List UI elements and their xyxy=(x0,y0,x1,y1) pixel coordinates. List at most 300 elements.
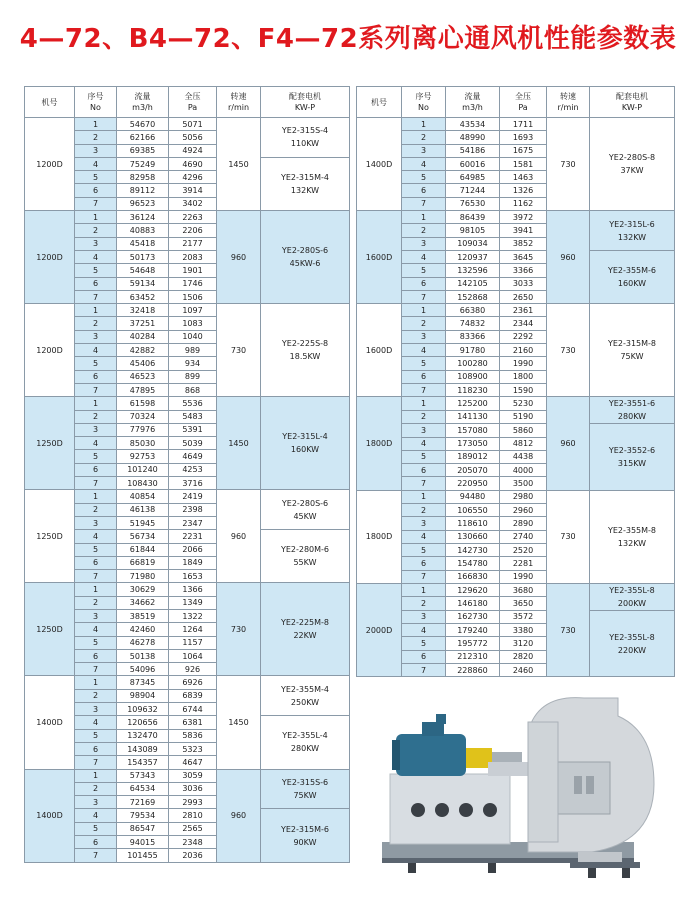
seq-cell: 7 xyxy=(402,663,446,676)
seq-cell: 6 xyxy=(402,370,446,383)
flow-cell: 87345 xyxy=(117,676,169,689)
pressure-cell: 899 xyxy=(169,370,217,383)
flow-cell: 56734 xyxy=(117,530,169,543)
flow-cell: 166830 xyxy=(446,570,500,583)
seq-cell: 6 xyxy=(75,370,117,383)
header-model: 机号 xyxy=(25,87,75,118)
flow-cell: 61598 xyxy=(117,397,169,410)
seq-cell: 4 xyxy=(75,530,117,543)
flow-cell: 91780 xyxy=(446,344,500,357)
flow-cell: 64985 xyxy=(446,171,500,184)
flow-cell: 50138 xyxy=(117,649,169,662)
seq-cell: 6 xyxy=(75,277,117,290)
pressure-cell: 2565 xyxy=(169,822,217,835)
flow-cell: 48990 xyxy=(446,131,500,144)
pressure-cell: 926 xyxy=(169,663,217,676)
pressure-cell: 934 xyxy=(169,357,217,370)
seq-cell: 4 xyxy=(402,344,446,357)
flow-cell: 62166 xyxy=(117,131,169,144)
flow-cell: 75249 xyxy=(117,157,169,170)
seq-cell: 5 xyxy=(75,450,117,463)
pressure-cell: 1463 xyxy=(500,171,547,184)
table-header-row xyxy=(25,87,350,118)
flow-cell: 106550 xyxy=(446,504,500,517)
pressure-cell: 1590 xyxy=(500,383,547,396)
flow-cell: 71244 xyxy=(446,184,500,197)
motor-power: 75KW xyxy=(293,790,317,800)
header-motor: 配套电机 KW-P xyxy=(590,87,675,118)
seq-cell: 6 xyxy=(75,836,117,849)
seq-cell: 5 xyxy=(75,264,117,277)
motor-model: YE2-225S-8 xyxy=(281,339,329,349)
speed-cell: 730 xyxy=(547,304,590,397)
pressure-cell: 1675 xyxy=(500,144,547,157)
speed-cell: 730 xyxy=(547,583,590,676)
pressure-cell: 6381 xyxy=(169,716,217,729)
flow-cell: 72169 xyxy=(117,796,169,809)
motor-power: 315KW xyxy=(617,458,647,468)
pressure-cell: 2281 xyxy=(500,557,547,570)
flow-cell: 60016 xyxy=(446,157,500,170)
pressure-cell: 2820 xyxy=(500,650,547,663)
pressure-cell: 4000 xyxy=(500,464,547,477)
seq-cell: 5 xyxy=(402,264,446,277)
flow-cell: 94015 xyxy=(117,836,169,849)
speed-cell: 1450 xyxy=(217,676,261,769)
motor-power: 55KW xyxy=(293,558,317,568)
seq-cell: 1 xyxy=(75,769,117,782)
model-cell: 1250D xyxy=(25,490,75,583)
model-cell: 1400D xyxy=(25,769,75,862)
pressure-cell: 4924 xyxy=(169,144,217,157)
speed-cell: 960 xyxy=(217,769,261,862)
seq-cell: 5 xyxy=(402,357,446,370)
table-row xyxy=(25,397,350,410)
pressure-cell: 4438 xyxy=(500,450,547,463)
flow-cell: 94480 xyxy=(446,490,500,503)
flow-cell: 57343 xyxy=(117,769,169,782)
table-row xyxy=(357,583,675,597)
motor-power: 250KW xyxy=(290,697,320,707)
motor-cell xyxy=(261,809,350,862)
motor-cell xyxy=(590,397,675,424)
flow-cell: 45418 xyxy=(117,237,169,250)
seq-cell: 1 xyxy=(402,397,446,411)
motor-power: 220KW xyxy=(617,645,647,655)
seq-cell: 5 xyxy=(402,450,446,463)
flow-cell: 130660 xyxy=(446,530,500,543)
pressure-cell: 2263 xyxy=(169,211,217,224)
motor-cell xyxy=(261,716,350,769)
flow-cell: 141130 xyxy=(446,410,500,424)
motor-model: YE2-3551-6 xyxy=(608,399,656,409)
motor-cell xyxy=(590,211,675,251)
flow-cell: 205070 xyxy=(446,464,500,477)
pressure-cell: 1322 xyxy=(169,609,217,622)
speed-cell: 730 xyxy=(217,583,261,676)
motor-model: YE2-3552-6 xyxy=(608,445,656,455)
pressure-cell: 2083 xyxy=(169,250,217,263)
motor-power: 132KW xyxy=(617,538,647,548)
motor-cell xyxy=(261,676,350,716)
flow-cell: 89112 xyxy=(117,184,169,197)
pressure-cell: 1746 xyxy=(169,277,217,290)
centrifugal-fan-photo xyxy=(378,692,674,890)
seq-cell: 4 xyxy=(402,530,446,543)
flow-cell: 59134 xyxy=(117,277,169,290)
pressure-cell: 1366 xyxy=(169,583,217,596)
flow-cell: 63452 xyxy=(117,290,169,303)
pressure-cell: 1800 xyxy=(500,370,547,383)
seq-cell: 6 xyxy=(75,463,117,476)
flow-cell: 142730 xyxy=(446,543,500,556)
model-cell: 2000D xyxy=(357,583,402,676)
table-row xyxy=(357,610,675,623)
pressure-cell: 2960 xyxy=(500,504,547,517)
flow-cell: 120656 xyxy=(117,716,169,729)
pressure-cell: 1653 xyxy=(169,570,217,583)
pressure-cell: 5190 xyxy=(500,410,547,424)
seq-cell: 3 xyxy=(402,517,446,530)
model-cell: 1600D xyxy=(357,211,402,304)
seq-cell: 2 xyxy=(75,410,117,423)
model-cell: 1600D xyxy=(357,304,402,397)
table-row xyxy=(25,583,350,596)
seq-cell: 1 xyxy=(75,583,117,596)
flow-cell: 118230 xyxy=(446,383,500,396)
flow-cell: 79534 xyxy=(117,809,169,822)
motor-cell xyxy=(261,211,350,304)
pressure-cell: 3972 xyxy=(500,211,547,224)
pressure-cell: 5836 xyxy=(169,729,217,742)
motor-model: YE2-315L-6 xyxy=(609,219,655,229)
seq-cell: 7 xyxy=(75,756,117,769)
pressure-cell: 5483 xyxy=(169,410,217,423)
seq-cell: 6 xyxy=(75,649,117,662)
pressure-cell: 5860 xyxy=(500,424,547,437)
model-cell: 1250D xyxy=(25,583,75,676)
motor-cell xyxy=(261,583,350,676)
model-cell: 1200D xyxy=(25,118,75,211)
pressure-cell: 2036 xyxy=(169,849,217,862)
seq-cell: 7 xyxy=(75,383,117,396)
motor-model: YE2-355M-6 xyxy=(607,266,657,276)
seq-cell: 1 xyxy=(75,211,117,224)
pressure-cell: 1506 xyxy=(169,290,217,303)
seq-cell: 7 xyxy=(75,663,117,676)
model-cell: 1800D xyxy=(357,397,402,490)
flow-cell: 54670 xyxy=(117,118,169,131)
seq-cell: 1 xyxy=(75,490,117,503)
flow-cell: 154357 xyxy=(117,756,169,769)
seq-cell: 4 xyxy=(75,623,117,636)
speed-cell: 1450 xyxy=(217,118,261,211)
motor-model: YE2-315M-8 xyxy=(607,339,657,349)
flow-cell: 98904 xyxy=(117,689,169,702)
flow-cell: 109034 xyxy=(446,237,500,250)
motor-cell xyxy=(590,304,675,397)
speed-cell: 960 xyxy=(547,211,590,304)
flow-cell: 50173 xyxy=(117,250,169,263)
model-cell: 1200D xyxy=(25,211,75,304)
pressure-cell: 3402 xyxy=(169,197,217,210)
pressure-cell: 3852 xyxy=(500,237,547,250)
pressure-cell: 6839 xyxy=(169,689,217,702)
motor-model: YE2-315L-4 xyxy=(282,432,328,442)
speed-cell: 730 xyxy=(547,118,590,211)
motor-model: YE2-280M-6 xyxy=(280,545,330,555)
flow-cell: 83366 xyxy=(446,330,500,343)
seq-cell: 7 xyxy=(75,849,117,862)
seq-cell: 1 xyxy=(402,583,446,597)
seq-cell: 3 xyxy=(402,237,446,250)
motor-power: 200KW xyxy=(617,598,647,608)
header-pressure: 全压 Pa xyxy=(500,87,547,118)
table-row xyxy=(357,211,675,224)
flow-cell: 162730 xyxy=(446,610,500,623)
seq-cell: 1 xyxy=(75,676,117,689)
flow-cell: 154780 xyxy=(446,557,500,570)
seq-cell: 7 xyxy=(75,477,117,490)
pressure-cell: 3645 xyxy=(500,250,547,263)
seq-cell: 6 xyxy=(75,184,117,197)
seq-cell: 3 xyxy=(75,516,117,529)
pressure-cell: 2740 xyxy=(500,530,547,543)
flow-cell: 30629 xyxy=(117,583,169,596)
flow-cell: 98105 xyxy=(446,224,500,237)
pressure-cell: 3059 xyxy=(169,769,217,782)
motor-model: YE2-355M-4 xyxy=(280,684,330,694)
seq-cell: 5 xyxy=(75,171,117,184)
header-motor: 配套电机 KW-P xyxy=(261,87,350,118)
pressure-cell: 1097 xyxy=(169,304,217,317)
flow-cell: 42460 xyxy=(117,623,169,636)
motor-cell xyxy=(261,118,350,158)
model-cell: 1800D xyxy=(357,490,402,583)
speed-cell: 1450 xyxy=(217,397,261,490)
seq-cell: 4 xyxy=(402,250,446,263)
pressure-cell: 4253 xyxy=(169,463,217,476)
flow-cell: 34662 xyxy=(117,596,169,609)
pressure-cell: 1162 xyxy=(500,197,547,210)
page-title: 4—72、B4—72、F4—72系列离心通风机性能参数表 xyxy=(19,24,677,54)
seq-cell: 5 xyxy=(402,637,446,650)
pressure-cell: 5536 xyxy=(169,397,217,410)
pressure-cell: 2810 xyxy=(169,809,217,822)
pressure-cell: 4690 xyxy=(169,157,217,170)
pressure-cell: 1349 xyxy=(169,596,217,609)
pressure-cell: 1064 xyxy=(169,649,217,662)
flow-cell: 51945 xyxy=(117,516,169,529)
seq-cell: 2 xyxy=(75,317,117,330)
flow-cell: 228860 xyxy=(446,663,500,676)
seq-cell: 3 xyxy=(75,703,117,716)
seq-cell: 7 xyxy=(75,197,117,210)
motor-power: 280KW xyxy=(290,744,320,754)
seq-cell: 2 xyxy=(75,131,117,144)
flow-cell: 108430 xyxy=(117,477,169,490)
pressure-cell: 2520 xyxy=(500,543,547,556)
seq-cell: 2 xyxy=(402,224,446,237)
flow-cell: 47895 xyxy=(117,383,169,396)
seq-cell: 4 xyxy=(75,344,117,357)
speed-cell: 960 xyxy=(547,397,590,490)
table-row xyxy=(357,304,675,317)
seq-cell: 6 xyxy=(402,464,446,477)
table-row xyxy=(25,676,350,689)
seq-cell: 2 xyxy=(75,782,117,795)
motor-cell xyxy=(261,397,350,490)
flow-cell: 54096 xyxy=(117,663,169,676)
table-header-row xyxy=(357,87,675,118)
pressure-cell: 3914 xyxy=(169,184,217,197)
pressure-cell: 1264 xyxy=(169,623,217,636)
header-flow: 流量 m3/h xyxy=(117,87,169,118)
seq-cell: 3 xyxy=(75,237,117,250)
seq-cell: 3 xyxy=(402,610,446,623)
flow-cell: 61844 xyxy=(117,543,169,556)
performance-table-left xyxy=(24,86,350,863)
speed-cell: 960 xyxy=(217,490,261,583)
seq-cell: 7 xyxy=(402,570,446,583)
seq-cell: 5 xyxy=(402,171,446,184)
pressure-cell: 989 xyxy=(169,344,217,357)
seq-cell: 2 xyxy=(75,689,117,702)
motor-cell xyxy=(590,610,675,676)
flow-cell: 54648 xyxy=(117,264,169,277)
motor-cell xyxy=(590,250,675,303)
flow-cell: 46523 xyxy=(117,370,169,383)
motor-power: 22KW xyxy=(293,631,317,641)
seq-cell: 2 xyxy=(75,503,117,516)
flow-cell: 70324 xyxy=(117,410,169,423)
seq-cell: 5 xyxy=(75,822,117,835)
pressure-cell: 2344 xyxy=(500,317,547,330)
pressure-cell: 4812 xyxy=(500,437,547,450)
speed-cell: 960 xyxy=(217,211,261,304)
flow-cell: 77976 xyxy=(117,423,169,436)
flow-cell: 220950 xyxy=(446,477,500,490)
seq-cell: 6 xyxy=(75,556,117,569)
pressure-cell: 3716 xyxy=(169,477,217,490)
pressure-cell: 5391 xyxy=(169,423,217,436)
pressure-cell: 2177 xyxy=(169,237,217,250)
flow-cell: 74832 xyxy=(446,317,500,330)
seq-cell: 4 xyxy=(75,157,117,170)
flow-cell: 152868 xyxy=(446,290,500,303)
seq-cell: 1 xyxy=(402,304,446,317)
flow-cell: 64534 xyxy=(117,782,169,795)
pressure-cell: 5056 xyxy=(169,131,217,144)
motor-model: YE2-315M-4 xyxy=(280,172,330,182)
seq-cell: 6 xyxy=(402,650,446,663)
flow-cell: 100280 xyxy=(446,357,500,370)
seq-cell: 1 xyxy=(75,118,117,131)
pressure-cell: 1326 xyxy=(500,184,547,197)
pressure-cell: 4649 xyxy=(169,450,217,463)
motor-power: 110KW xyxy=(290,139,320,149)
flow-cell: 125200 xyxy=(446,397,500,411)
motor-power: 160KW xyxy=(290,445,320,455)
table-row xyxy=(357,490,675,503)
seq-cell: 1 xyxy=(75,304,117,317)
flow-cell: 36124 xyxy=(117,211,169,224)
motor-power: 45KW xyxy=(293,511,317,521)
seq-cell: 3 xyxy=(75,796,117,809)
flow-cell: 42882 xyxy=(117,344,169,357)
flow-cell: 173050 xyxy=(446,437,500,450)
model-cell: 1400D xyxy=(357,118,402,211)
flow-cell: 69385 xyxy=(117,144,169,157)
seq-cell: 7 xyxy=(402,197,446,210)
motor-cell xyxy=(261,769,350,809)
pressure-cell: 1990 xyxy=(500,570,547,583)
flow-cell: 82958 xyxy=(117,171,169,184)
seq-cell: 6 xyxy=(75,742,117,755)
table-row xyxy=(357,250,675,263)
seq-cell: 3 xyxy=(75,144,117,157)
flow-cell: 71980 xyxy=(117,570,169,583)
pressure-cell: 1849 xyxy=(169,556,217,569)
flow-cell: 45406 xyxy=(117,357,169,370)
motor-power: 45KW-6 xyxy=(289,259,321,269)
flow-cell: 132470 xyxy=(117,729,169,742)
table-row xyxy=(25,118,350,131)
seq-cell: 7 xyxy=(75,570,117,583)
table-row xyxy=(357,397,675,411)
seq-cell: 4 xyxy=(402,437,446,450)
pressure-cell: 1711 xyxy=(500,118,547,131)
pressure-cell: 5039 xyxy=(169,437,217,450)
seq-cell: 3 xyxy=(75,423,117,436)
performance-table-right xyxy=(356,86,675,677)
table-body-right xyxy=(357,118,675,677)
motor-cell xyxy=(590,583,675,610)
motor-model: YE2-280S-6 xyxy=(281,246,329,256)
flow-cell: 46138 xyxy=(117,503,169,516)
pressure-cell: 6926 xyxy=(169,676,217,689)
table-row xyxy=(25,490,350,503)
flow-cell: 118610 xyxy=(446,517,500,530)
seq-cell: 3 xyxy=(402,424,446,437)
pressure-cell: 868 xyxy=(169,383,217,396)
seq-cell: 2 xyxy=(402,504,446,517)
model-cell: 1400D xyxy=(25,676,75,769)
pressure-cell: 3366 xyxy=(500,264,547,277)
motor-power: 18.5KW xyxy=(289,352,321,362)
motor-model: YE2-225M-8 xyxy=(280,618,330,628)
flow-cell: 76530 xyxy=(446,197,500,210)
flow-cell: 43534 xyxy=(446,118,500,131)
flow-cell: 101240 xyxy=(117,463,169,476)
pressure-cell: 2650 xyxy=(500,290,547,303)
motor-model: YE2-355M-8 xyxy=(607,525,657,535)
seq-cell: 3 xyxy=(75,330,117,343)
seq-cell: 3 xyxy=(402,330,446,343)
pressure-cell: 3680 xyxy=(500,583,547,597)
motor-cell xyxy=(261,490,350,530)
model-cell: 1200D xyxy=(25,304,75,397)
pressure-cell: 5323 xyxy=(169,742,217,755)
seq-cell: 1 xyxy=(402,211,446,224)
seq-cell: 2 xyxy=(402,317,446,330)
flow-cell: 146180 xyxy=(446,597,500,611)
seq-cell: 5 xyxy=(75,636,117,649)
seq-cell: 2 xyxy=(402,410,446,424)
motor-cell xyxy=(261,530,350,583)
pressure-cell: 1693 xyxy=(500,131,547,144)
motor-cell xyxy=(590,490,675,583)
